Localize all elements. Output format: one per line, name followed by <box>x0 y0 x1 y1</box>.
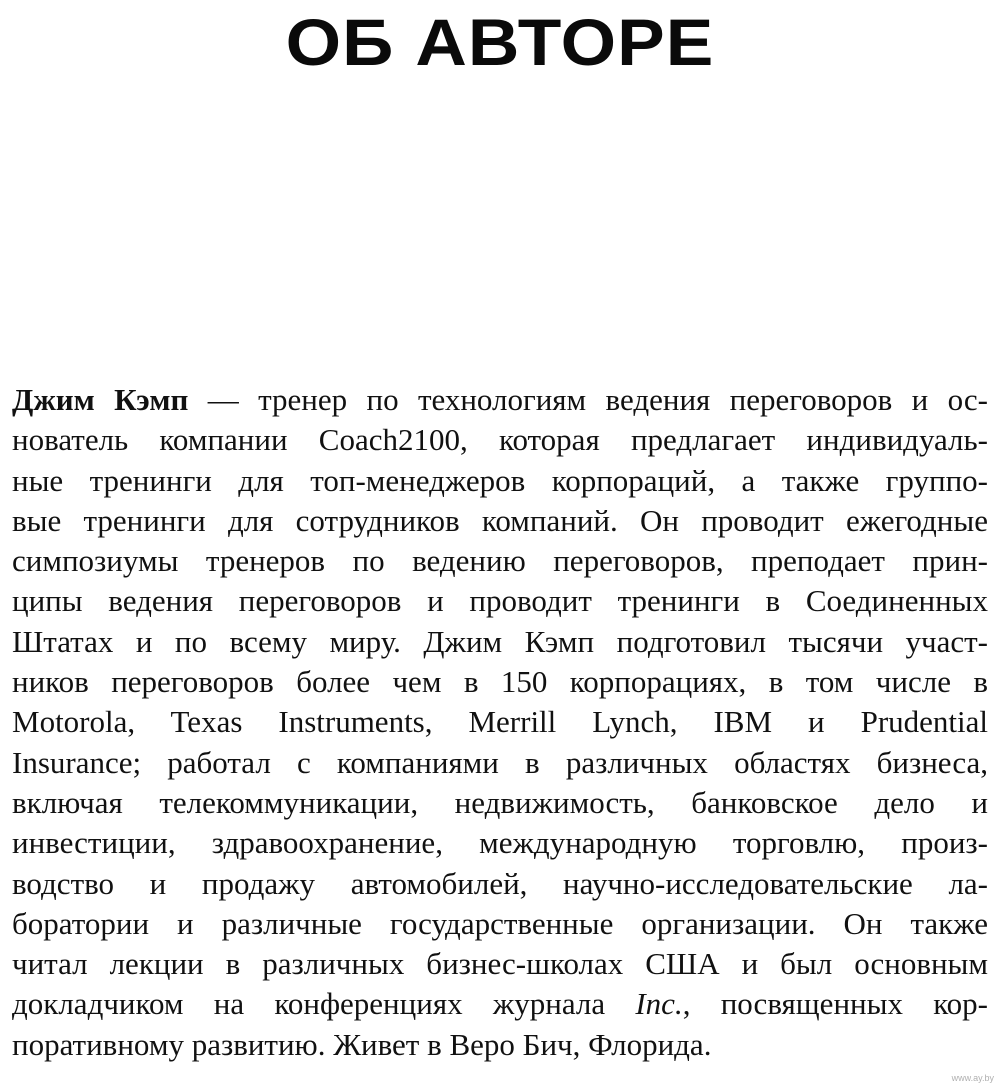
text-line: водство и продажу автомобилей, научно-исследовательские ла- <box>12 865 988 901</box>
text-line: поративному развитию. Живет в Веро Бич, Флорида. <box>12 1026 712 1062</box>
text-line: ные тренинги для топ-менеджеров корпораций, а также группо- <box>12 462 988 498</box>
text-line <box>12 380 988 420</box>
text-line: ципы ведения переговоров и проводит тренинги в Соединенных <box>12 583 988 619</box>
text-line: вые тренинги для сотрудников компаний. Он проводит ежегодные <box>12 502 988 538</box>
text-line: включая телекоммуникации, недвижимость, банковское дело и <box>12 784 988 820</box>
text-line: нователь компании Coach2100, которая предлагает индивидуаль- <box>12 422 988 458</box>
text-line: симпозиумы тренеров по ведению переговоров, преподает прин- <box>12 543 988 579</box>
text-fragment: , посвященных кор- <box>682 986 989 1022</box>
watermark: www.ay.by <box>951 1073 994 1083</box>
author-bio-paragraph <box>12 380 988 1065</box>
text-line: ников переговоров более чем в 150 корпорациях, в том числе в <box>12 664 988 700</box>
text-fragment: — тренер по технологиям ведения переговоров и ос- <box>188 382 988 417</box>
text-line: Motorola, Texas Instruments, Merrill Lynch, IBM и Prudential <box>12 704 988 740</box>
page-title: ОБ АВТОРЕ <box>285 5 715 79</box>
journal-name: Inc. <box>635 986 683 1022</box>
text-line: читал лекции в различных бизнес-школах США и был основным <box>12 946 988 982</box>
text-line: Insurance; работал с компаниями в различных областях бизнеса, <box>12 744 988 780</box>
text-line <box>12 984 988 1024</box>
text-line: инвестиции, здравоохранение, международную торговлю, произ- <box>12 825 988 861</box>
text-line: боратории и различные государственные организации. Он также <box>12 905 988 941</box>
text-line: Штатах и по всему миру. Джим Кэмп подготовил тысячи участ- <box>12 623 988 659</box>
author-name: Джим Кэмп <box>12 382 189 417</box>
text-fragment: докладчиком на конференциях журнала <box>12 986 636 1022</box>
